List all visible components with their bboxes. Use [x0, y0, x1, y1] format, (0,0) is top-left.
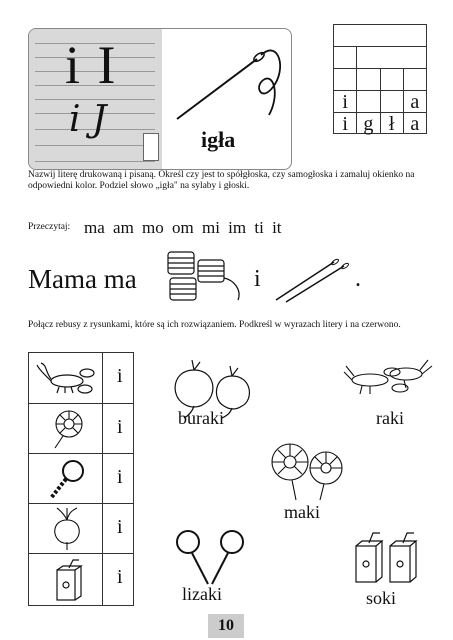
word-lizaki: lizaki	[182, 584, 222, 604]
grid-cell: ł	[381, 112, 404, 134]
rebus-row[interactable]	[29, 403, 133, 454]
beet-icon	[49, 506, 85, 552]
rebus-letter: i	[117, 566, 123, 588]
rebus-letter: i	[117, 416, 123, 438]
crayfish-picture	[340, 350, 435, 400]
instruction-2: Połącz rebusy z rysunkami, które są ich rozwiązaniem. Podkreśl w wyrazach litery i na czerwono.	[28, 320, 401, 330]
card-word: igła	[201, 127, 236, 152]
rebus-row[interactable]	[29, 503, 133, 554]
grid-cell: a	[404, 90, 427, 112]
color-answer-box[interactable]	[143, 133, 159, 161]
grid-cell[interactable]	[404, 68, 427, 90]
sentence-end: .	[355, 266, 361, 292]
script-letters: i J	[69, 99, 107, 140]
instruction-1: Nazwij literę drukowaną i pisaną. Określ czy jest to spółgłoska, czy samogłoska i zamaluj okienko na odpowiedni kolor. Podziel słowo „igła" na sylaby i głoski.	[28, 170, 415, 191]
page-number: 10	[208, 614, 244, 638]
word-raki: raki	[376, 408, 404, 428]
needle-thread-icon	[169, 39, 289, 129]
grid-cell[interactable]	[381, 68, 404, 90]
rebus-row[interactable]	[29, 553, 133, 606]
grid-word-cell[interactable]	[334, 24, 427, 46]
letter-card	[28, 28, 292, 170]
juice-boxes-picture	[352, 530, 424, 586]
grid-cell: g	[357, 112, 380, 134]
letter-panel	[29, 29, 162, 169]
poppies-picture	[266, 440, 352, 502]
poppy-icon	[47, 408, 87, 450]
rebus-letter: i	[117, 365, 123, 387]
sentence-start: Mama ma	[28, 264, 137, 294]
grid-cell: a	[404, 112, 427, 134]
juice-box-icon	[53, 558, 83, 602]
word-buraki: buraki	[178, 408, 224, 428]
grid-cell[interactable]	[381, 90, 404, 112]
crayfish-icon	[35, 361, 97, 395]
syllables-line: ma am mo om mi im ti it	[84, 218, 282, 237]
syllable-grid	[333, 24, 427, 134]
grid-cell[interactable]	[357, 68, 380, 90]
rebus-letter: i	[117, 516, 123, 538]
grid-cell: i	[334, 112, 357, 134]
rebus-row[interactable]	[29, 353, 133, 403]
grid-cell: i	[334, 90, 357, 112]
read-label: Przeczytaj:	[28, 222, 71, 232]
thread-spools-icon	[162, 250, 247, 305]
rebus-letter: i	[117, 466, 123, 488]
printed-letters: i I	[65, 35, 118, 95]
word-maki: maki	[284, 502, 320, 522]
rebus-row[interactable]	[29, 453, 133, 504]
grid-cell[interactable]	[357, 90, 380, 112]
grid-cell[interactable]	[334, 68, 357, 90]
rebus-column	[28, 352, 134, 606]
grid-cell[interactable]	[334, 46, 357, 68]
lollipop-icon	[47, 458, 87, 500]
word-soki: soki	[366, 588, 397, 608]
sentence-and: i	[254, 266, 261, 292]
needles-icon	[272, 258, 347, 303]
grid-cell[interactable]	[357, 46, 427, 68]
lollipops-picture	[174, 528, 246, 588]
